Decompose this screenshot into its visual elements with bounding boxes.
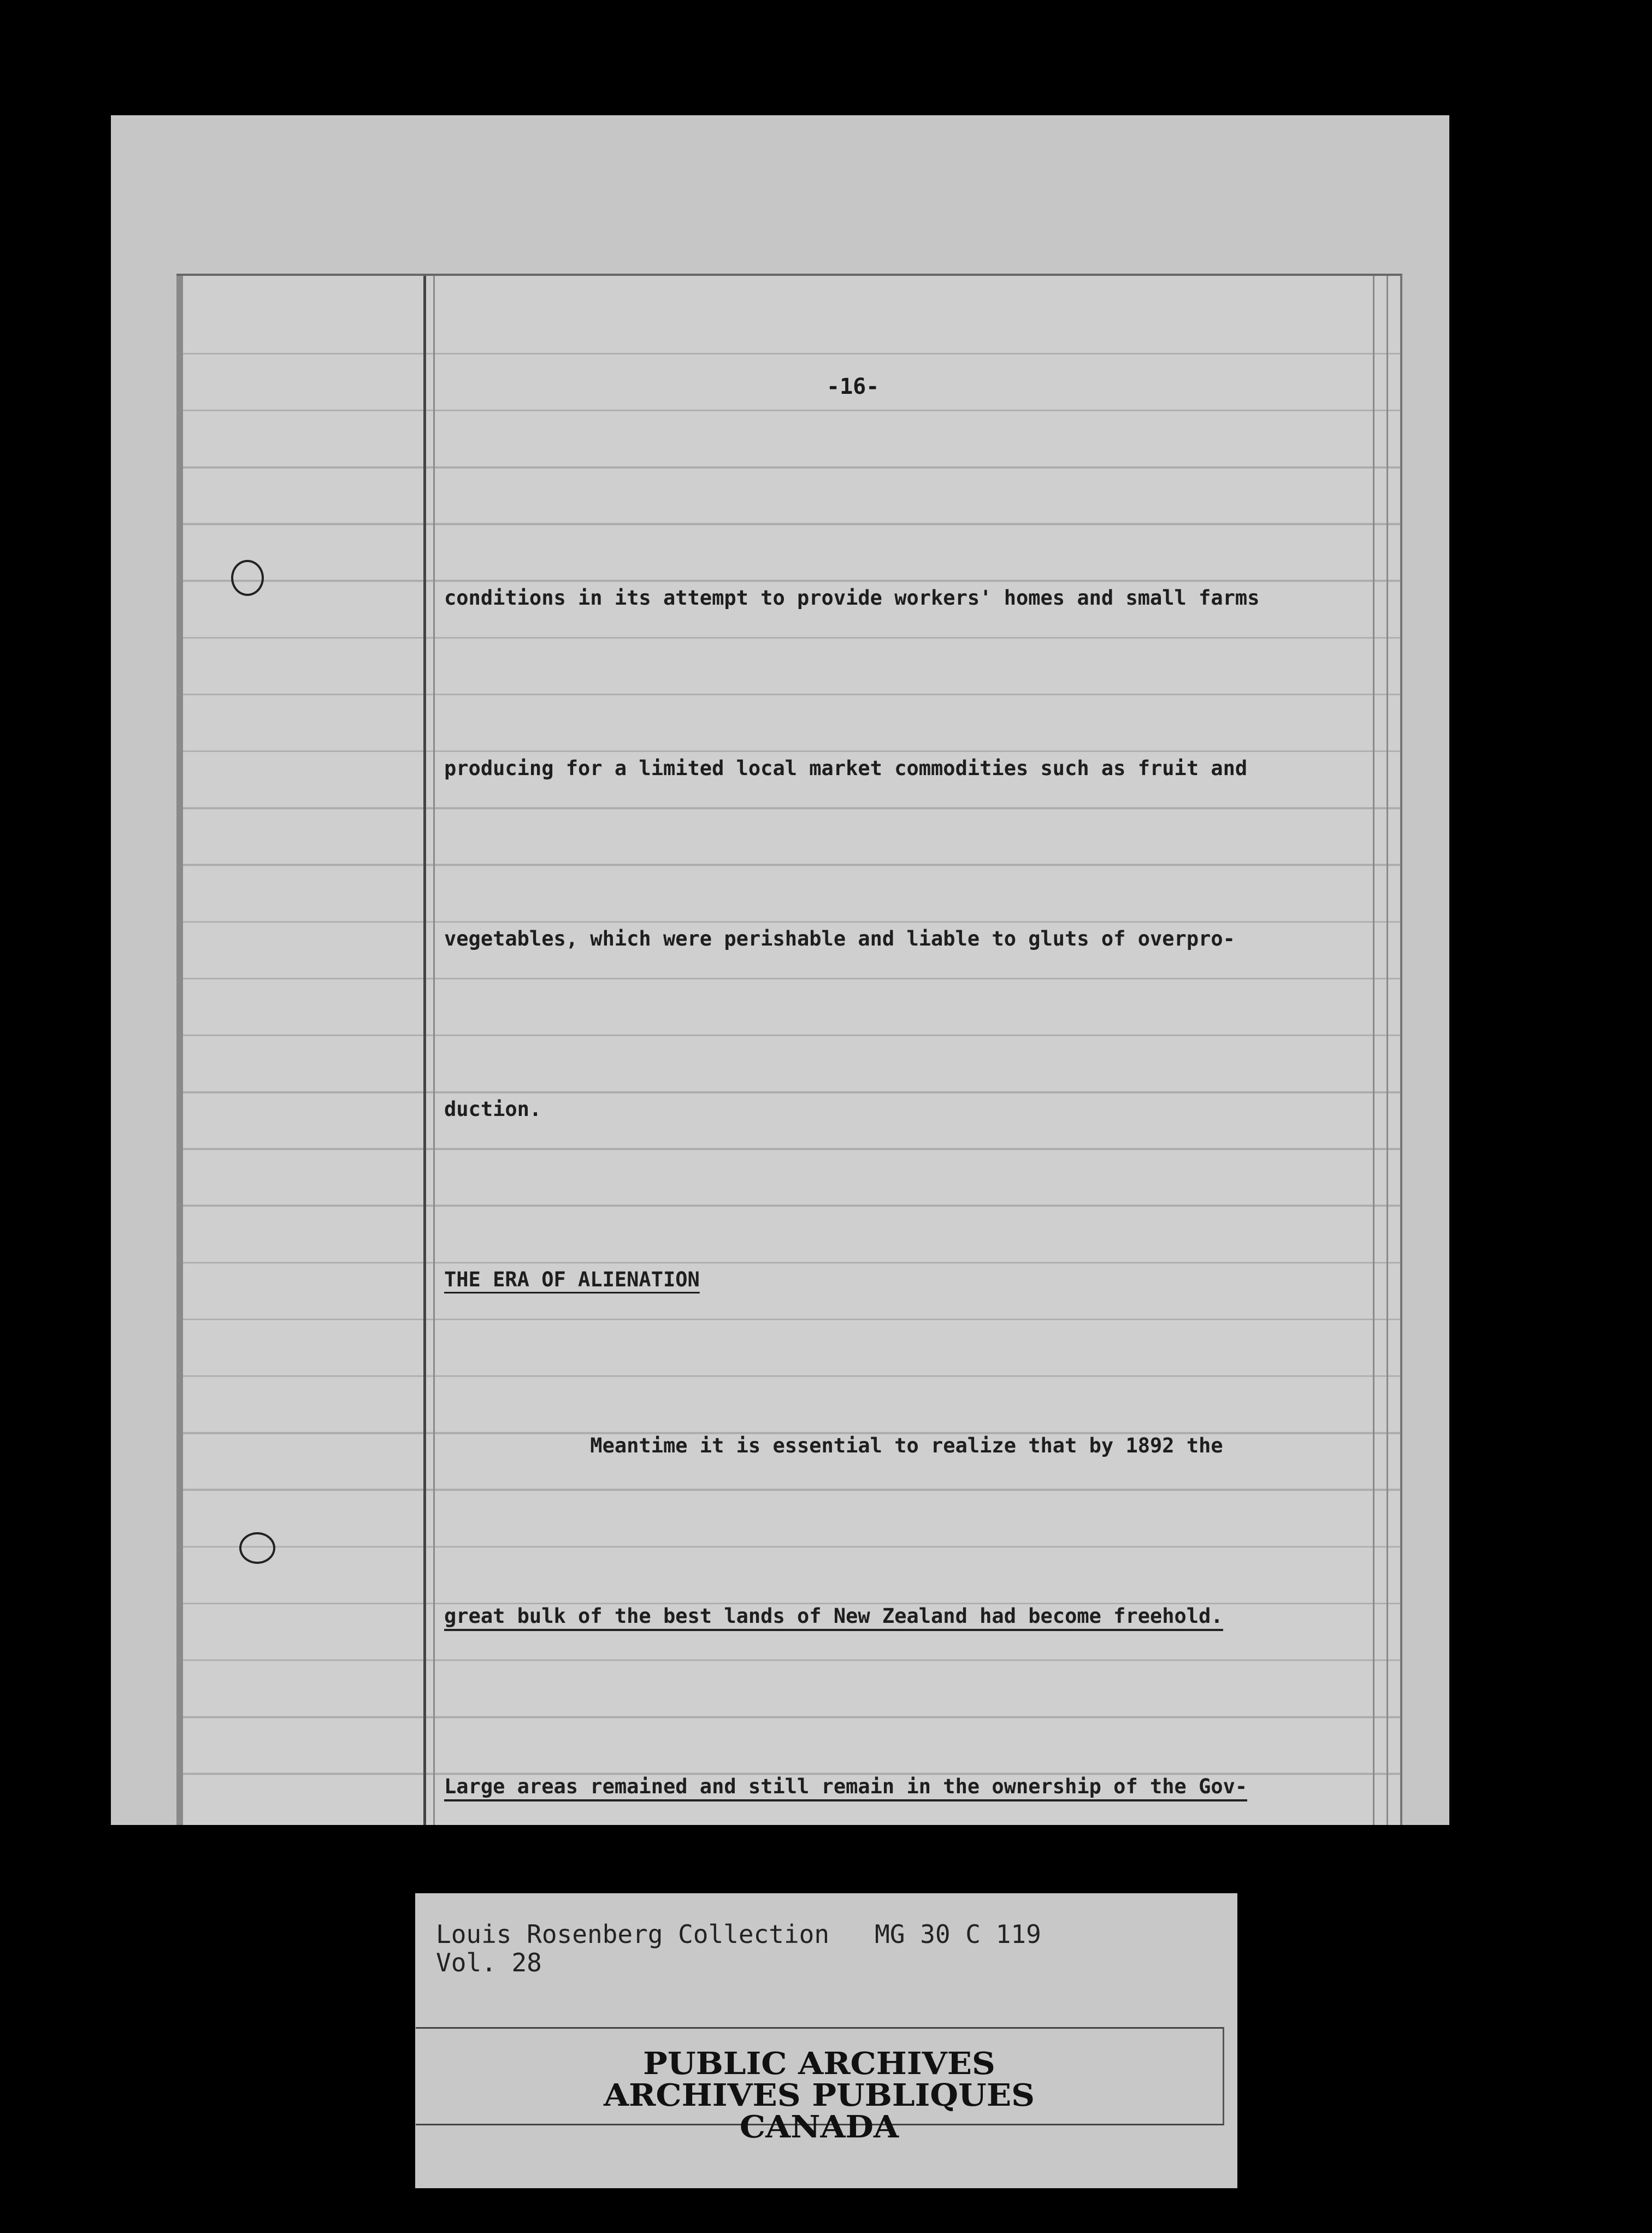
text-line: Meantime it is essential to realize that by 1892 the bbox=[444, 1434, 1223, 1457]
collection-line: Louis Rosenberg Collection MG 30 C 119 bbox=[436, 1919, 1041, 1949]
ruled-paper bbox=[176, 274, 1402, 1825]
text-line: duction. bbox=[444, 1097, 542, 1121]
archive-label-card bbox=[415, 1893, 1237, 2188]
margin-rule-dark bbox=[423, 276, 426, 1825]
underlined-text: Large areas remained and still remain in the ownership of the Gov- bbox=[444, 1775, 1247, 1801]
margin-rule-light bbox=[433, 276, 435, 1825]
section-heading-line bbox=[444, 1251, 1417, 1304]
text-line bbox=[444, 1758, 1417, 1815]
volume-line: Vol. 28 bbox=[436, 1948, 542, 1977]
archives-stamp bbox=[416, 2027, 1224, 2145]
stamp-country: CANADA bbox=[739, 2109, 899, 2145]
hole-punch-mark bbox=[239, 1532, 275, 1564]
paper-edge-rule bbox=[176, 276, 183, 1825]
hole-punch-mark bbox=[231, 560, 264, 596]
text-line: conditions in its attempt to provide workers' homes and small farms bbox=[444, 586, 1260, 610]
text-line: vegetables, which were perishable and liable to gluts of overpro- bbox=[444, 927, 1235, 950]
stamp-french: ARCHIVES PUBLIQUES bbox=[603, 2077, 1035, 2113]
typed-text bbox=[444, 456, 1417, 1825]
text-line: producing for a limited local market commodities such as fruit and bbox=[444, 757, 1248, 780]
section-heading: THE ERA OF ALIENATION bbox=[444, 1268, 700, 1291]
document-sheet bbox=[111, 115, 1449, 1825]
underlined-text: great bulk of the best lands of New Zealand had become freehold. bbox=[444, 1604, 1223, 1631]
text-line bbox=[444, 1588, 1417, 1645]
page-number: -16- bbox=[827, 374, 880, 399]
stamp-english: PUBLIC ARCHIVES bbox=[643, 2046, 995, 2082]
